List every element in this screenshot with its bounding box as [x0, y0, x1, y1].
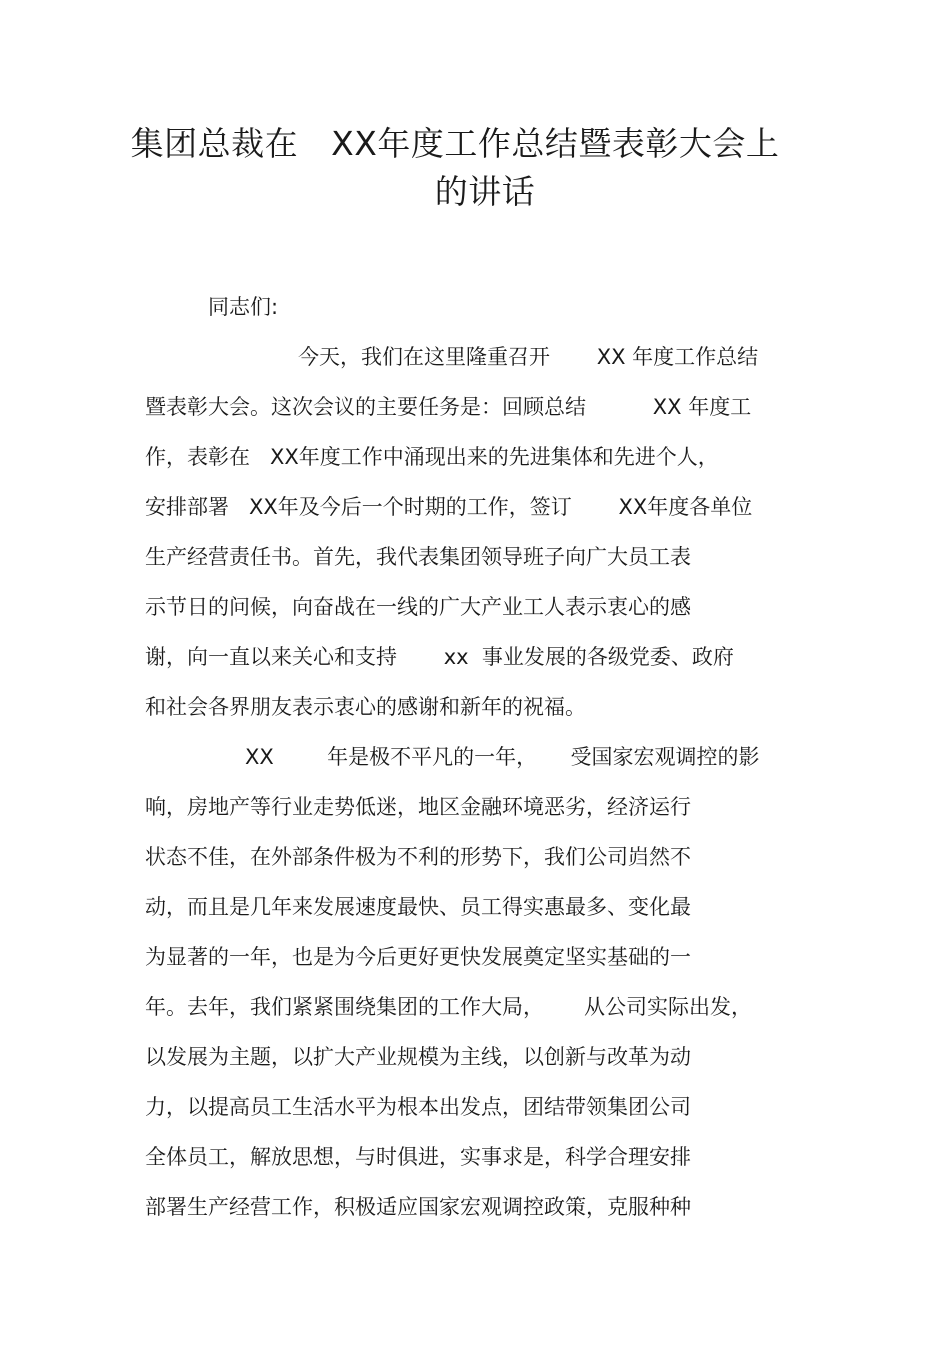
- body-line: 生产经营责任书。首先，我代表集团领导班子向广大员工表: [145, 545, 691, 569]
- body-line: 安排部署 XX年及今后一个时期的工作，签订 XX年度各单位: [145, 495, 753, 519]
- body-line: 暨表彰大会。这次会议的主要任务是：回顾总结 XX 年度工: [145, 395, 752, 419]
- body-line: 为显著的一年，也是为今后更好更快发展奠定坚实基础的一: [145, 945, 691, 969]
- body-line: 响，房地产等行业走势低迷，地区金融环境恶劣，经济运行: [145, 795, 691, 819]
- body-line: 今天，我们在这里隆重召开 XX 年度工作总结: [298, 345, 759, 369]
- body-line: 状态不佳，在外部条件极为不利的形势下，我们公司岿然不: [145, 845, 691, 869]
- salutation: 同志们:: [208, 295, 279, 319]
- body-line: 全体员工，解放思想，与时俱进，实事求是，科学合理安排: [145, 1145, 691, 1169]
- body-line: 以发展为主题，以扩大产业规模为主线，以创新与改革为动: [145, 1045, 691, 1069]
- body-line: 作，表彰在 XX年度工作中涌现出来的先进集体和先进个人，: [145, 445, 719, 469]
- body-line: 谢，向一直以来关心和支持 xx 事业发展的各级党委、政府: [145, 645, 734, 669]
- body-line: 力，以提高员工生活水平为根本出发点，团结带领集团公司: [145, 1095, 691, 1119]
- document-title-line-2: 的讲话: [434, 172, 536, 211]
- body-line: 动，而且是几年来发展速度最快、员工得实惠最多、变化最: [145, 895, 691, 919]
- body-line: 示节日的问候，向奋战在一线的广大产业工人表示衷心的感: [145, 595, 691, 619]
- body-line: 部署生产经营工作，积极适应国家宏观调控政策，克服种种: [145, 1195, 691, 1219]
- body-line: 和社会各界朋友表示衷心的感谢和新年的祝福。: [145, 695, 586, 719]
- document-title-line-1: 集团总裁在 XX年度工作总结暨表彰大会上: [130, 124, 780, 163]
- body-line: 年。去年，我们紧紧围绕集团的工作大局， 从公司实际出发，: [145, 995, 753, 1019]
- body-line: XX 年是极不平凡的一年， 受国家宏观调控的影: [245, 745, 760, 769]
